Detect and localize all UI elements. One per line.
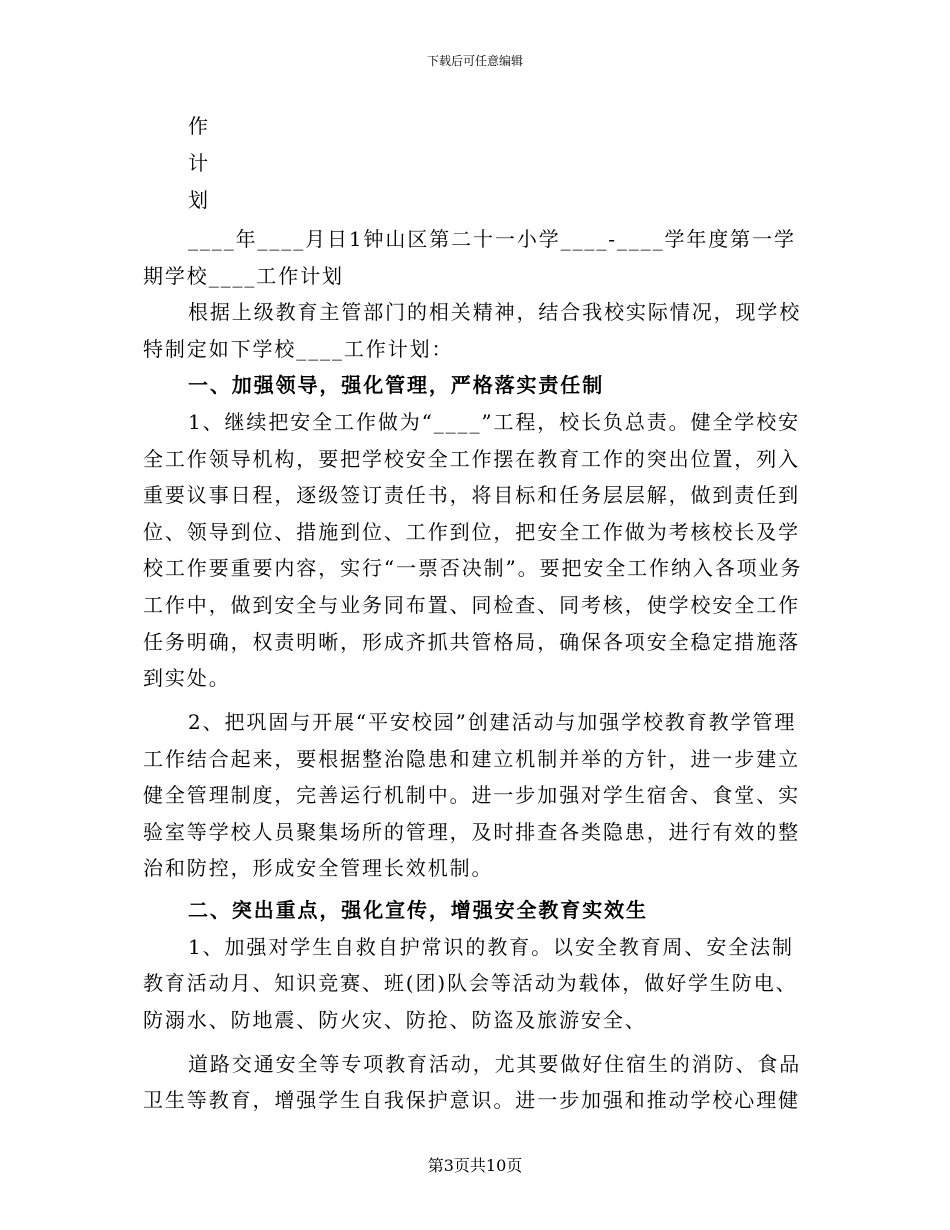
paragraph-2-1: 1、加强对学生自救自护常识的教育。以安全教育周、安全法制教育活动月、知识竞赛、班(团)队会等活动为载体，做好学生防电、防溺水、防地震、防火灾、防抢、防盗及旅游安全、 <box>143 934 798 1032</box>
title-char-1: 作 <box>188 114 208 138</box>
document-body <box>143 221 813 1119</box>
paragraph-intro: 根据上级教育主管部门的相关精神，结合我校实际情况，现学校特制定如下学校____工作计划： <box>143 300 802 361</box>
paragraph-1-2: 2、把巩固与开展“平安校园”创建活动与加强学校教育教学管理工作结合起来，要根据整治隐患和建立机制并举的方针，进一步建立健全管理制度，完善运行机制中。进一步加强对学生宿舍、食堂、实验室等学校人员聚集场所的管理，及时排查各类隐患，进行有效的整治和防控，形成安全管理长效机制。 <box>143 710 800 881</box>
section-heading-2: 二、突出重点，强化宣传，增强安全教育实效生 <box>188 898 648 923</box>
paragraph-2-1-cont: 道路交通安全等专项教育活动，尤其要做好住宿生的消防、食品卫生等教育，增强学生自我保护意识。进一步加强和推动学校心理健 <box>143 1051 802 1113</box>
paragraph-1-1: 1、继续把安全工作做为“____”工程，校长负总责。健全学校安全工作领导机构，要把学校安全工作摆在教育工作的突出位置，列入重要议事日程，逐级签订责任书，将目标和任务层层解，做到责任到位、领导到位、措施到位、工作到位，把安全工作做为考核校长及学校工作要重要内容，实行“一票否决制”。要把安全工作纳入各项业务工作中，做到安全与业务同布置、同检查、同考核，使学校安全工作任务明确，权责明晰，形成齐抓共管格局，确保各项安全稳定措施落到实处。 <box>143 409 803 691</box>
title-char-2: 计 <box>188 151 208 175</box>
section-heading-1: 一、加强领导，强化管理，严格落实责任制 <box>188 373 605 398</box>
page-header-note: 下载后可任意编辑 <box>426 54 523 68</box>
title-char-3: 划 <box>188 188 208 212</box>
paragraph-plan-title: ____年____月日1钟山区第二十一小学____-____学年度第一学期学校____工作计划 <box>143 227 796 288</box>
page-number-footer: 第3页共10页 <box>427 1156 523 1175</box>
